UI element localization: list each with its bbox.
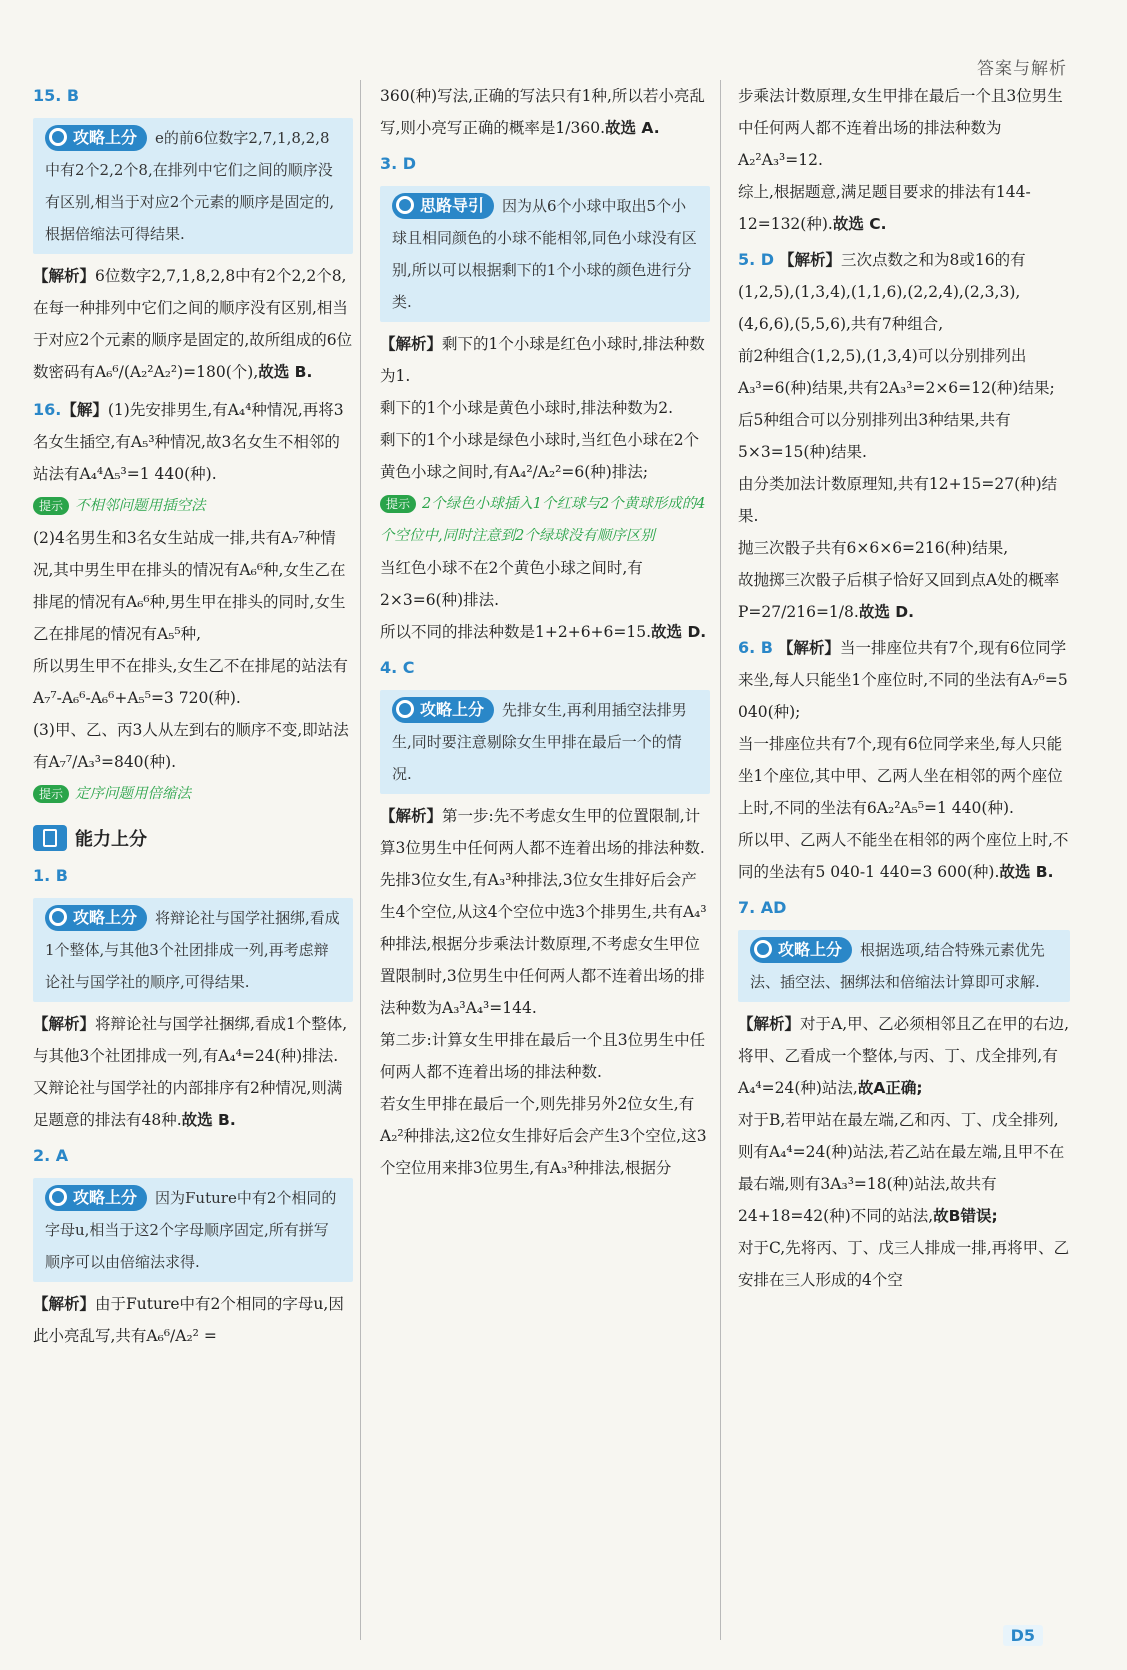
column-divider xyxy=(720,80,721,1640)
solution-text: 当红色小球不在2个黄色小球之间时,有2×3=6(种)排法. xyxy=(380,559,643,609)
target-icon xyxy=(49,1188,67,1206)
strategy-box xyxy=(33,1178,353,1282)
column-1 xyxy=(33,80,353,1352)
solution-text: 所以男生甲不在排头,女生乙不在排尾的站法有A₇⁷-A₆⁶-A₆⁶+A₅⁵=3 720(种). xyxy=(33,657,348,707)
solution-text: 后5种组合可以分别排列出3种结果,共有5×3=15(种)结果. xyxy=(738,411,1011,461)
hint: 提示 2个绿色小球插入1个红球与2个黄球形成的4个空位中,同时注意到2个绿球没有顺序区别 xyxy=(380,496,706,544)
strategy-box xyxy=(33,118,353,254)
strategy-text: 因为从6个小球中取出5个小球且相同颜色的小球不能相邻,同色小球没有区别,所以可以根据剩下的1个小球的颜色进行分类. xyxy=(392,197,697,311)
solution-text: 【解析】第一步:先不考虑女生甲的位置限制,计算3位男生中任何两人都不连着出场的排法种数. xyxy=(380,806,705,857)
solution-text: 先排3位女生,有A₃³种排法,3位女生排好后会产生4个空位,从这4个空位中选3个排男生,共有A₄³种排法,根据分步乘法计数原理,不考虑女生甲位置限制时,3位男生中任何两人都不连着出场的排法种数为A₃³A₄³=144. xyxy=(380,871,707,1017)
column-2 xyxy=(380,80,710,1184)
strategy-tag: 攻略上分 xyxy=(45,125,147,151)
answer: 故选 B. xyxy=(258,363,313,381)
solution-text: 若女生甲排在最后一个,则先排另外2位女生,有A₂²种排法,这2位女生排好后会产生3个空位,这3个空位用来排3位男生,有A₃³种排法,根据分 xyxy=(380,1095,707,1177)
question-number: 6. B xyxy=(738,638,773,657)
strategy-tag: 攻略上分 xyxy=(45,1185,147,1211)
strategy-tag: 攻略上分 xyxy=(392,697,494,723)
answer: 故B错误; xyxy=(933,1207,998,1225)
question-number: 2. A xyxy=(33,1146,69,1165)
solution-text: 故抛掷三次骰子后棋子恰好又回到点A处的概率P=27/216=1/8.故选 D. xyxy=(738,571,1060,621)
question-number: 3. D xyxy=(380,154,417,173)
column-divider xyxy=(360,80,361,1640)
answer: 故选 B. xyxy=(999,863,1054,881)
solution-text: 前2种组合(1,2,5),(1,3,4)可以分别排列出A₃³=6(种)结果,共有2A₃³=2×6=12(种)结果; xyxy=(738,347,1055,397)
solution-text: 第二步:计算女生甲排在最后一个且3位男生中任何两人都不连着出场的排法种数. xyxy=(380,1031,706,1081)
answer: 故选 D. xyxy=(858,603,914,621)
answer: 故选 B. xyxy=(181,1111,236,1129)
strategy-text: 根据选项,结合特殊元素优先法、插空法、捆绑法和倍缩法计算即可求解. xyxy=(750,941,1045,991)
solution-text: 360(种)写法,正确的写法只有1种,所以若小亮乱写,则小亮写正确的概率是1/360.故选 A. xyxy=(380,87,705,137)
question-number: 4. C xyxy=(380,658,415,677)
solution-text: 剩下的1个小球是黄色小球时,排法种数为2. xyxy=(380,399,674,417)
answer: 故选 D. xyxy=(651,623,707,641)
target-icon xyxy=(754,940,772,958)
solution-text: 【解析】6位数字2,7,1,8,2,8中有2个2,2个8,在每一种排列中它们之间的顺序没有区别,相当于对应2个元素的顺序是固定的,故所组成的6位数密码有A₆⁶/(A₂²A₂²)=180(个),故选 B. xyxy=(33,266,353,381)
solution-text: 抛三次骰子共有6×6×6=216(种)结果, xyxy=(738,539,1009,557)
strategy-box xyxy=(738,930,1070,1002)
solution-text: 【解析】由于Future中有2个相同的字母u,因此小亮乱写,共有A₆⁶/A₂² = xyxy=(33,1294,344,1345)
question-number: 5. D xyxy=(738,250,775,269)
strategy-tag: 思路导引 xyxy=(392,193,494,219)
strategy-text: 因为Future中有2个相同的字母u,相当于这2个字母顺序固定,所有拼写顺序可以由倍缩法求得. xyxy=(45,1189,337,1271)
solution-text: 当一排座位共有7个,现有6位同学来坐,每人只能坐1个座位,其中甲、乙两人坐在相邻的两个座位上时,不同的坐法有6A₂²A₅⁵=1 440(种). xyxy=(738,735,1063,817)
solution-text: 【解析】将辩论社与国学社捆绑,看成1个整体,与其他3个社团排成一列,有A₄⁴=24(种)排法.又辩论社与国学社的内部排序有2种情况,则满足题意的排法有48种.故选 B. xyxy=(33,1014,348,1129)
solution-text: 【解析】对于A,甲、乙必须相邻且乙在甲的右边,将甲、乙看成一个整体,与丙、丁、戊全排列,有A₄⁴=24(种)站法,故A正确; xyxy=(738,1014,1070,1097)
solution-text: (1)先安排男生,有A₄⁴种情况,再将3名女生插空,有A₅³种情况,故3名女生不相邻的站法有A₄⁴A₅³=1 440(种). xyxy=(33,401,344,483)
question-5: 5. D 【解析】三次点数之和为8或16的有(1,2,5),(1,3,4),(1,1,6),(2,2,4),(2,3,3),(4,6,6),(5,5,6),共有7种组合, xyxy=(738,250,1026,333)
solution-text: (3)甲、乙、丙3人从左到右的顺序不变,即站法有A₇⁷/A₃³=840(种). xyxy=(33,721,349,771)
strategy-tag: 攻略上分 xyxy=(750,937,852,963)
answer: 故A正确; xyxy=(857,1079,923,1097)
answer: 故选 A. xyxy=(605,119,660,137)
question-number: 15. B xyxy=(33,86,80,105)
target-icon xyxy=(49,908,67,926)
solution-text: 对于B,若甲站在最左端,乙和丙、丁、戊全排列,则有A₄⁴=24(种)站法,若乙站在最左端,且甲不在最右端,则有3A₃³=18(种)站法,故共有24+18=42(种)不同的站法,故B错误; xyxy=(738,1111,1065,1225)
strategy-box xyxy=(380,186,710,322)
solution-text: 【解析】剩下的1个小球是红色小球时,排法种数为1. xyxy=(380,334,705,385)
section-title: 能力上分 xyxy=(33,824,353,856)
hint: 提示 定序问题用倍缩法 xyxy=(33,778,353,810)
target-icon xyxy=(396,700,414,718)
target-icon xyxy=(396,196,414,214)
strategy-box xyxy=(33,898,353,1002)
book-icon xyxy=(33,825,67,851)
solution-text: 步乘法计数原理,女生甲排在最后一个且3位男生中任何两人都不连着出场的排法种数为A₂²A₃³=12. xyxy=(738,87,1063,169)
answer: 故选 C. xyxy=(832,215,887,233)
strategy-box xyxy=(380,690,710,794)
question-number: 16. xyxy=(33,400,62,419)
target-icon xyxy=(49,128,67,146)
solution-text: 综上,根据题意,满足题目要求的排法有144-12=132(种).故选 C. xyxy=(738,183,1031,233)
strategy-text: 将辩论社与国学社捆绑,看成1个整体,与其他3个社团排成一列,再考虑辩论社与国学社的顺序,可得结果. xyxy=(45,909,340,991)
question-16: 16.【解】(1)先安排男生,有A₄⁴种情况,再将3名女生插空,有A₅³种情况,故3名女生不相邻的站法有A₄⁴A₅³=1 440(种). xyxy=(33,400,344,483)
solution-text: 所以不同的排法种数是1+2+6+6=15.故选 D. xyxy=(380,623,707,641)
solution-text: 对于C,先将丙、丁、戊三人排成一排,再将甲、乙安排在三人形成的4个空 xyxy=(738,1239,1070,1289)
page-number: D5 xyxy=(1003,1625,1043,1646)
solution-text: (2)4名男生和3名女生站成一排,共有A₇⁷种情况,其中男生甲在排头的情况有A₆⁶种,女生乙在排尾的情况有A₆⁶种,男生甲在排头的同时,女生乙在排尾的情况有A₅⁵种, xyxy=(33,529,346,643)
question-number: 7. AD xyxy=(738,898,787,917)
strategy-tag: 攻略上分 xyxy=(45,905,147,931)
header-title: 答案与解析 xyxy=(977,59,1067,79)
solution-text: 所以甲、乙两人不能坐在相邻的两个座位上时,不同的坐法有5 040-1 440=3 600(种).故选 B. xyxy=(738,831,1069,881)
solution-text: 由分类加法计数原理知,共有12+15=27(种)结果. xyxy=(738,475,1058,525)
solution-text: 剩下的1个小球是绿色小球时,当红色小球在2个黄色小球之间时,有A₄²/A₂²=6(种)排法; xyxy=(380,431,700,481)
strategy-text: 先排女生,再利用插空法排男生,同时要注意剔除女生甲排在最后一个的情况. xyxy=(392,701,687,783)
question-number: 1. B xyxy=(33,866,68,885)
strategy-text: e的前6位数字2,7,1,8,2,8中有2个2,2个8,在排列中它们之间的顺序没有区别,相当于对应2个元素的顺序是固定的,根据倍缩法可得结果. xyxy=(45,129,335,243)
column-3 xyxy=(738,80,1070,1296)
hint: 提示 不相邻问题用插空法 xyxy=(33,490,353,522)
question-6: 6. B 【解析】当一排座位共有7个,现有6位同学来坐,每人只能坐1个座位时,不同的坐法有A₇⁶=5 040(种); xyxy=(738,638,1068,721)
